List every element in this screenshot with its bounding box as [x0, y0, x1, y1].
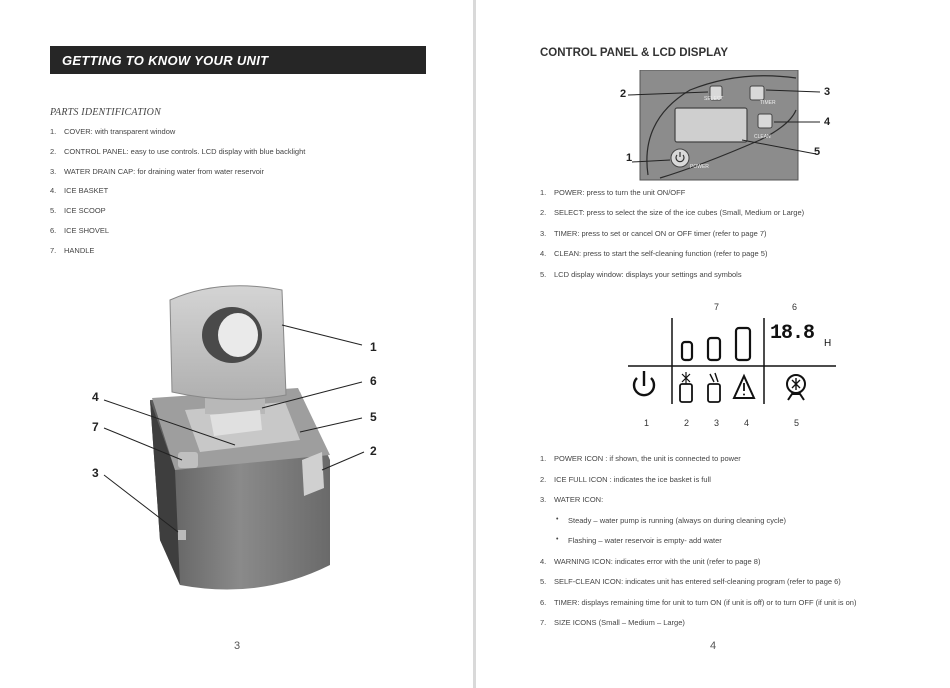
water-icon	[708, 373, 720, 402]
list-item: 4. ICE BASKET	[50, 186, 109, 196]
parts-section-title: PARTS IDENTIFICATION	[50, 107, 161, 118]
callout-label: 2	[620, 88, 627, 100]
list-item: 2. CONTROL PANEL: easy to use controls. LCD display with blue backlight	[50, 146, 306, 156]
list-item: 4. CLEAN: press to start the self-cleaning function (refer to page 5)	[540, 249, 768, 259]
timer-readout: 18.8	[770, 322, 815, 345]
page-title: CONTROL PANEL & LCD DISPLAY	[540, 47, 729, 59]
warning-icon	[734, 376, 754, 398]
page-number: 4	[710, 640, 717, 652]
list-item: 7. HANDLE	[50, 245, 95, 255]
callout-label: 5	[370, 410, 377, 424]
list-item: 2. SELECT: press to select the size of the ice cubes (Small, Medium or Large)	[540, 208, 805, 218]
list-item: 3. TIMER: press to set or cancel ON or OFF timer (refer to page 7)	[540, 228, 767, 238]
callout-label: 2	[370, 444, 377, 458]
ice-maker-illustration	[0, 0, 474, 688]
list-item: 5. SELF-CLEAN ICON: indicates unit has entered self-cleaning program (refer to page 6)	[540, 577, 841, 586]
lcd-label-7: 7	[714, 302, 720, 312]
control-panel-photo	[600, 70, 840, 185]
list-item: 5. LCD display window: displays your settings and symbols	[540, 269, 742, 279]
callout-label: 1	[370, 340, 377, 354]
list-item: 3. WATER ICON:	[540, 495, 604, 504]
clean-button-label: CLEAN	[754, 134, 771, 140]
lcd-bottom-label: 4	[744, 418, 750, 428]
list-item: 3. WATER DRAIN CAP: for draining water from water reservoir	[50, 166, 265, 176]
lcd-bottom-label: 3	[714, 418, 720, 428]
controls-list	[540, 188, 920, 290]
power-icon	[634, 371, 654, 395]
list-item: • Flashing – water reservoir is empty- add water	[556, 536, 722, 545]
list-item: 1. COVER: with transparent window	[50, 127, 176, 136]
page-number: 3	[234, 640, 241, 652]
callout-label: 3	[92, 466, 99, 480]
list-item: • Steady – water pump is running (always on during cleaning cycle)	[556, 515, 787, 525]
lcd-label-6: 6	[792, 302, 798, 312]
list-item: 6. TIMER: displays remaining time for unit to turn ON (if unit is off) or to turn OFF (if unit is on)	[540, 597, 857, 607]
callout-label: 1	[626, 152, 633, 164]
callout-label: 3	[824, 86, 831, 98]
list-item: 2. ICE FULL ICON : indicates the ice basket is full	[540, 474, 711, 484]
callout-label: 5	[814, 146, 821, 158]
banner-title: GETTING TO KNOW YOUR UNIT	[62, 53, 269, 68]
list-item: 4. WARNING ICON: indicates error with the unit (refer to page 8)	[540, 556, 761, 566]
select-button-label: SELECT	[704, 96, 724, 102]
power-button-label: POWER	[690, 164, 709, 170]
lcd-bottom-label: 5	[794, 418, 800, 428]
callout-label: 4	[92, 390, 99, 404]
size-medium-icon	[708, 338, 720, 360]
timer-unit: H	[824, 338, 832, 349]
lcd-bottom-label: 2	[684, 418, 690, 428]
callout-label: 6	[370, 374, 377, 388]
size-large-icon	[736, 328, 750, 360]
ice-full-icon	[680, 372, 692, 402]
list-item: 6. ICE SHOVEL	[50, 225, 110, 235]
list-item: 1. POWER ICON : if shown, the unit is connected to power	[540, 454, 741, 463]
size-small-icon	[682, 342, 692, 360]
callout-label: 7	[92, 420, 99, 434]
icons-list	[540, 454, 940, 639]
list-item: 1. POWER: press to turn the unit ON/OFF	[540, 188, 686, 197]
timer-button-label: TIMER	[760, 100, 776, 106]
list-item: 7. SIZE ICONS (Small – Medium – Large)	[540, 618, 685, 627]
lcd-bottom-label: 1	[644, 418, 650, 428]
callout-label: 4	[824, 116, 831, 128]
list-item: 5. ICE SCOOP	[50, 206, 106, 216]
self-clean-icon	[787, 375, 805, 400]
